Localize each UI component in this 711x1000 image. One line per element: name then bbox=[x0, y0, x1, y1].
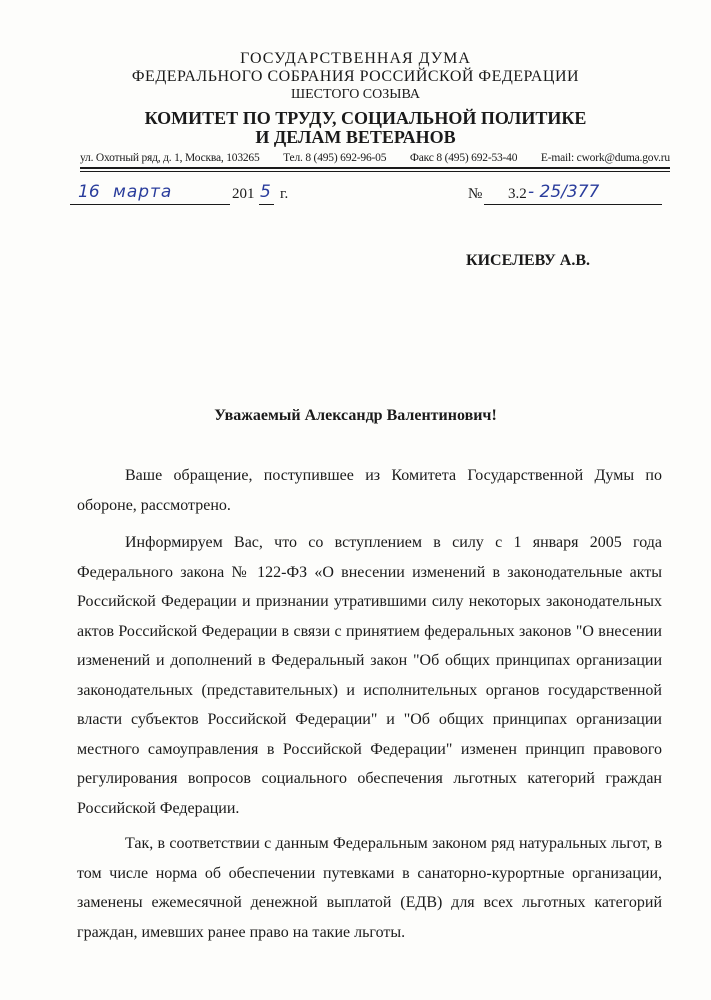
paragraph-3: Так, в соответствии с данным Федеральным законом ряд натуральных льгот, в том числе норма об обеспечении путевками в санаторно-курортные организации, заменены ежемесячной денежной выплатой (ЕДВ) для всех льготных категорий граждан, имевших ранее право на такие льготы. bbox=[77, 835, 662, 941]
date-suffix: г. bbox=[280, 186, 289, 202]
date-year-prefix: 201 bbox=[232, 186, 255, 202]
date-year-handwritten: 5 bbox=[260, 182, 271, 202]
number-sign: № bbox=[468, 186, 483, 202]
phone-number: Тел. 8 (495) 692-96-05 bbox=[283, 152, 387, 164]
letterhead-convocation: ШЕСТОГО СОЗЫВА bbox=[290, 87, 421, 102]
letter-body bbox=[77, 461, 662, 947]
date-day-handwritten: 16 bbox=[78, 182, 100, 202]
contact-line bbox=[80, 152, 670, 164]
date-year-underline bbox=[259, 204, 274, 205]
addressee: КИСЕЛЕВУ А.В. bbox=[466, 252, 590, 269]
paragraph-2: Информируем Вас, что со вступлением в силу с 1 января 2005 года Федерального закона № 122-ФЗ «О внесении изменений в законодательные акты Российской Федерации и признании утратившими силу некоторых законодательных актов Российской Федерации в связи с принятием федеральных законов "О внесении изменений и дополнений в Федеральный закон "Об общих принципах организации законодательных (представительных) и исполнительных органов государственной власти субъектов Российской Федерации" и "Об общих принципах организации местного самоуправления в Российской Федерации" изменен принцип правового регулирования вопросов социального обеспечения льготных категорий граждан Российской Федерации. bbox=[77, 534, 662, 817]
fax-number: Факс 8 (495) 692-53-40 bbox=[409, 152, 518, 164]
number-underline bbox=[484, 204, 662, 205]
email-address: E-mail: cwork@duma.gov.ru bbox=[540, 152, 670, 164]
date-month-handwritten: марта bbox=[113, 182, 173, 202]
header-divider-thin bbox=[80, 171, 670, 172]
number-printed: 3.2 bbox=[508, 186, 527, 202]
letterhead-duma: ГОСУДАРСТВЕННАЯ ДУМА bbox=[240, 50, 471, 67]
salutation: Уважаемый Александр Валентинович! bbox=[214, 407, 497, 424]
paragraph-1: Ваше обращение, поступившее из Комитета Государственной Думы по обороне, рассмотрено. bbox=[77, 467, 662, 514]
postal-address: ул. Охотный ряд, д. 1, Москва, 103265 bbox=[80, 152, 260, 164]
header-divider-thick bbox=[80, 167, 670, 169]
number-handwritten: - 25/377 bbox=[528, 182, 600, 202]
date-underline bbox=[70, 204, 230, 205]
committee-title-line2: И ДЕЛАМ ВЕТЕРАНОВ bbox=[255, 127, 456, 147]
committee-title-line1: КОМИТЕТ ПО ТРУДУ, СОЦИАЛЬНОЙ ПОЛИТИКЕ bbox=[144, 108, 587, 128]
reference-number bbox=[468, 182, 668, 209]
letterhead-federal-assembly: ФЕДЕРАЛЬНОГО СОБРАНИЯ РОССИЙСКОЙ ФЕДЕРАЦИИ bbox=[131, 68, 580, 85]
